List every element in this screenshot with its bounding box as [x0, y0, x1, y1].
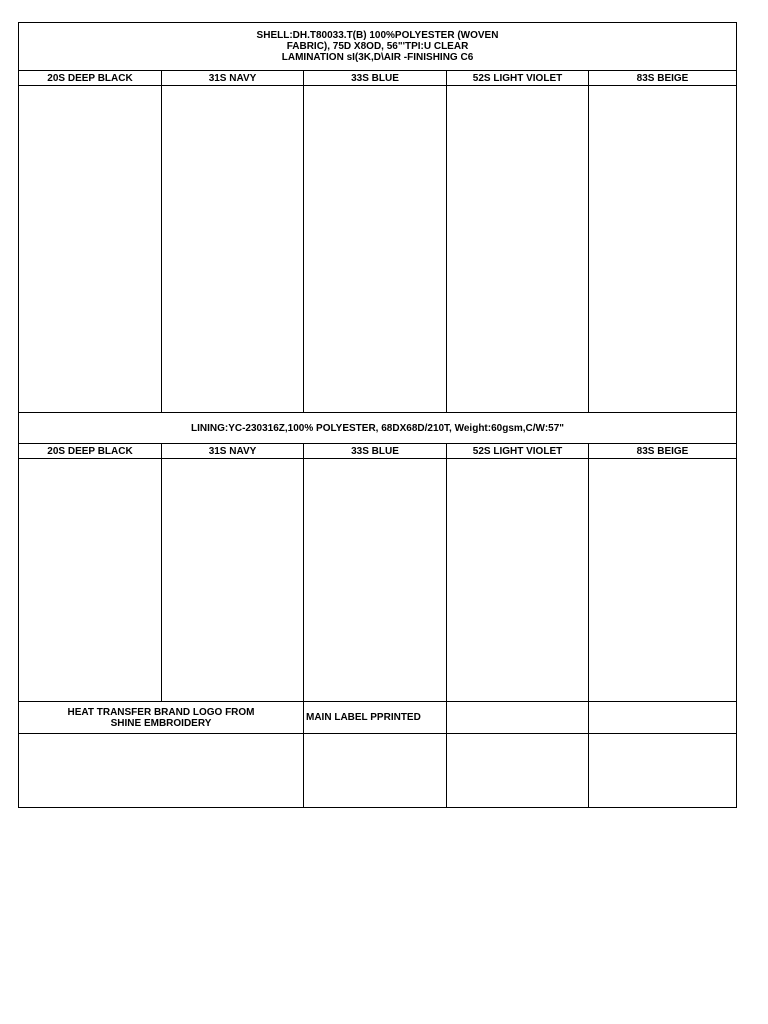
lining-color-blue: 33S BLUE — [304, 444, 447, 459]
empty-swatch-cell — [589, 734, 737, 808]
lining-color-beige: 83S BEIGE — [589, 444, 737, 459]
shell-line-2: FABRIC), 75D X8OD, 56"'TPI:U CLEAR — [286, 41, 469, 52]
lining-swatch-cell — [162, 459, 304, 702]
shell-fabric-header — [19, 23, 737, 71]
shell-swatch-cell — [304, 86, 447, 413]
lining-swatch-cell — [19, 459, 162, 702]
empty-label-cell — [589, 702, 737, 734]
shell-color-beige: 83S BEIGE — [589, 71, 737, 86]
shell-swatch-cell — [447, 86, 589, 413]
shell-color-blue: 33S BLUE — [304, 71, 447, 86]
brand-logo-swatch-cell — [19, 734, 304, 808]
shell-swatch-cell — [162, 86, 304, 413]
lining-swatch-cell — [304, 459, 447, 702]
shell-line-1: SHELL:DH.T80033.T(B) 100%POLYESTER (WOVEN — [256, 30, 499, 41]
shell-color-navy: 31S NAVY — [162, 71, 304, 86]
brand-line-1: HEAT TRANSFER BRAND LOGO FROM — [67, 706, 255, 718]
shell-swatch-cell — [19, 86, 162, 413]
shell-line-3: LAMINATION sI(3K,D\AIR -FINISHING C6 — [281, 52, 474, 63]
lining-color-deep-black: 20S DEEP BLACK — [19, 444, 162, 459]
shell-swatch-cell — [589, 86, 737, 413]
fabric-table — [18, 22, 737, 808]
shell-color-deep-black: 20S DEEP BLACK — [19, 71, 162, 86]
lining-swatch-cell — [447, 459, 589, 702]
main-label-printed: MAIN LABEL PPRINTED — [304, 702, 447, 734]
brand-line-2: SHINE EMBROIDERY — [110, 717, 212, 729]
lining-color-light-violet: 52S LIGHT VIOLET — [447, 444, 589, 459]
lining-swatch-cell — [589, 459, 737, 702]
empty-swatch-cell — [447, 734, 589, 808]
empty-label-cell — [447, 702, 589, 734]
main-label-swatch-cell — [304, 734, 447, 808]
fabric-sheet — [18, 22, 736, 808]
shell-color-light-violet: 52S LIGHT VIOLET — [447, 71, 589, 86]
lining-color-navy: 31S NAVY — [162, 444, 304, 459]
lining-fabric-header: LINING:YC-230316Z,100% POLYESTER, 68DX68D/210T, Weight:60gsm,C/W:57" — [19, 413, 737, 444]
heat-transfer-logo-label — [19, 702, 304, 734]
